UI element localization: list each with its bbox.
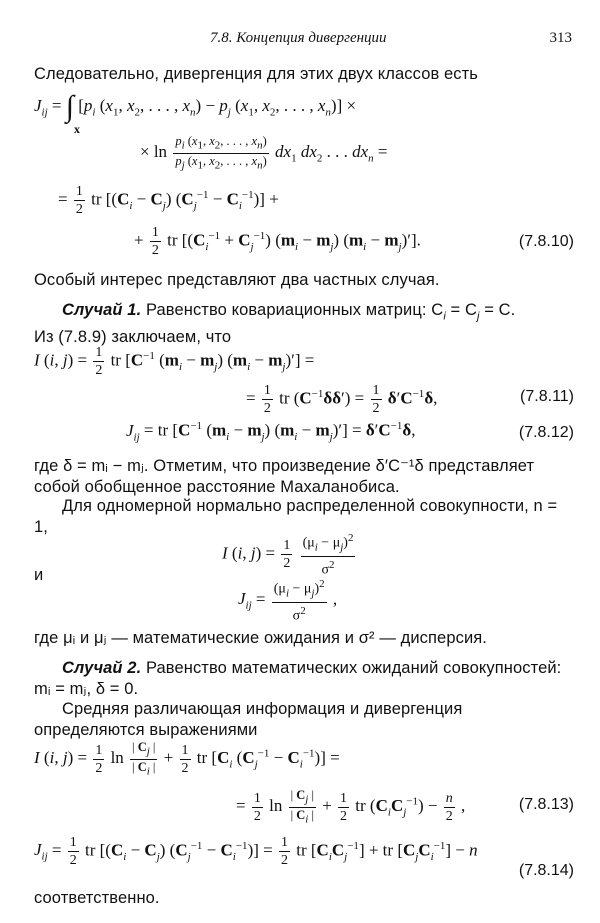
word-respectively: соответственно. — [34, 889, 160, 907]
eq-label-7-8-13: (7.8.13) — [518, 796, 574, 813]
eq-label-7-8-14: (7.8.14) — [518, 862, 574, 879]
eq-info-case2-line1: I (i, j) = $\frac{1}{2}$ ln $\frac{| C_j |}{| C_i |}$ + $\frac{1}{2}$ tr [$C_i$ $(C_j^{-1} - C_i^{-1})$] = — [34, 740, 340, 777]
paragraph-delta: где δ = mᵢ − mⱼ. Отметим, что произведение δ′C⁻¹δ представляет собой обобщенное расстояние Махаланобиса. — [34, 457, 535, 496]
case1-text: Равенство ковариационных матриц: C — [141, 301, 444, 319]
eq-info-case1-line1: I (i, j) = $\frac{1}{2}$ tr [$C^{-1}$ $(m_i - m_j) (m_i - m_j)'$] = — [34, 345, 315, 378]
word-and: и — [34, 566, 44, 584]
case2-heading: Случай 2. — [62, 659, 142, 677]
eq-info-case1-line2: = $\frac{1}{2}$ tr $(C^{-1}\delta\delta')$ = $\frac{1}{2}$ $\delta'C^{-1}\delta$, — [246, 383, 438, 416]
eq-divergence-case1: $J_{ij}$ = tr [$C^{-1}$ $(m_i - m_j) (m_i - m_j)'] = \delta'C^{-1}\delta$, — [126, 420, 416, 444]
paragraph-mu: где μᵢ и μⱼ — математические ожидания и σ² — дисперсия. — [34, 629, 487, 647]
paragraph-intro: Следовательно, дивергенция для этих двух классов есть — [34, 65, 478, 83]
page-number: 313 — [549, 30, 572, 46]
paragraph-special-cases: Особый интерес представляют два частных случая. — [34, 271, 440, 289]
eq-divergence-line3: = $\frac{1}{2}$ tr $[(C_i - C_j) (C_j^{-1} - C_i^{-1})]$ + — [58, 184, 279, 217]
eq-divergence-line2: × ln $\frac{p_i (x_1, x_2, . . . , x_n)}{p_j (x_1, x_2, . . . , x_n)}$ $dx_1$ $dx_2$ . . . $dx_n$ = — [140, 134, 388, 171]
eq-divergence-1d: $J_{ij}$ = $\frac{(\mu_i - \mu_j)^2}{\sigma^2}$ , — [238, 578, 338, 625]
eq-divergence-case2: $J_{ij}$ = $\frac{1}{2}$ tr $[(C_i - C_j) (C_j^{-1} - C_i^{-1})]$ = $\frac{1}{2}$ tr $[C_iC_j^{-1}]$ + tr $[C_jC_i^{-1}] - n$ — [34, 835, 478, 868]
eq-divergence-line4: + $\frac{1}{2}$ tr $[(C_i^{-1} + C_j^{-1}) (m_i - m_j) (m_i - m_j)']$. — [134, 225, 421, 258]
running-header — [34, 30, 574, 54]
paragraph-one-dimensional: Для одномерной нормально распределенной совокупности, n = 1, — [34, 497, 558, 536]
case2-text: Равенство математических ожиданий совокупностей: mᵢ = mⱼ, δ = 0. — [34, 659, 562, 698]
paragraph-case2 — [34, 658, 574, 700]
case1-line2: Из (7.8.9) заключаем, что — [34, 328, 232, 347]
eq-info-case2-line2: = $\frac{1}{2}$ ln $\frac{| C_j |}{| C_i |}$ + $\frac{1}{2}$ tr $(C_iC_j^{-1})$ − $\frac{n}{2}$ , — [236, 788, 466, 825]
integral-domain-x: x — [74, 122, 80, 136]
case1-heading: Случай 1. — [62, 301, 142, 319]
paragraph-case1: Случай 1. Равенство ковариационных матриц: $C_i = C_j = C$. Из (7.8.9) заключаем, что — [34, 301, 516, 347]
eq-label-7-8-12: (7.8.12) — [518, 424, 574, 441]
paragraph-mean: Средняя различающая информация и дивергенция определяются выражениями — [34, 700, 463, 739]
eq-info-1d: I (i, j) = $\frac{1}{2}$ $\frac{(\mu_i - \mu_j)^2}{\sigma^2}$ — [222, 532, 354, 579]
eq-label-7-8-11: (7.8.11) — [520, 388, 574, 405]
running-title: 7.8. Концепция дивергенции — [210, 30, 387, 46]
eq-label-7-8-10: (7.8.10) — [518, 233, 574, 250]
eq-divergence-line1: $J_{ij}$ = ∫ [$p_i$ ($x_1$, $x_2$, . . . , $x_n) - p_j$ ($x_1$, $x_2$, . . . , $x_n$)] × — [34, 90, 357, 124]
